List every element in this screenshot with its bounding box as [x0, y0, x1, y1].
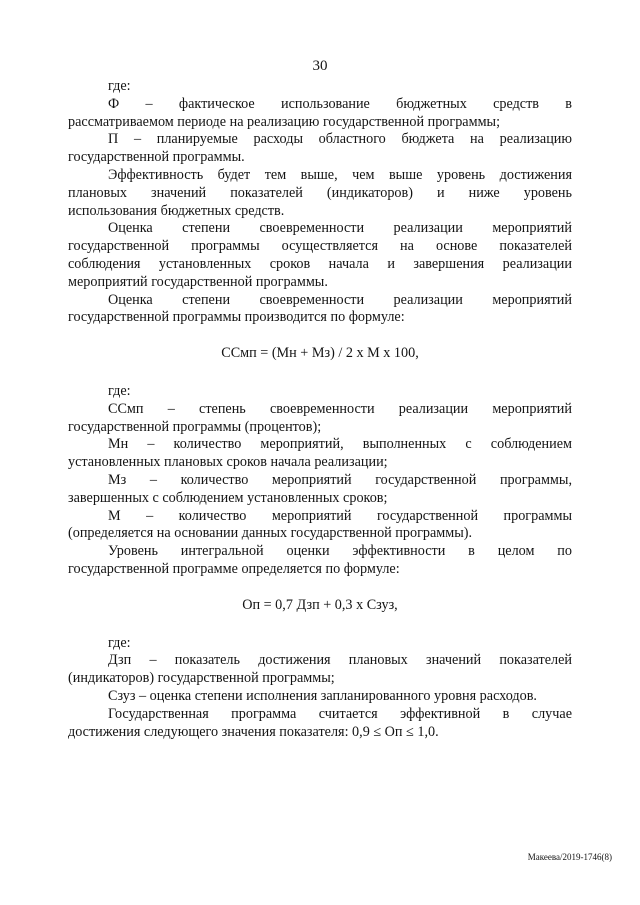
- text-line: достижения следующего значения показателя: 0,9 ≤ Оп ≤ 1,0.: [68, 723, 439, 740]
- text-line: государственной программе определяется по формуле:: [68, 560, 400, 577]
- text-line: соблюдения установленных сроков начала и завершения реализации: [68, 255, 572, 272]
- document-body: [68, 78, 572, 741]
- text-line: (индикаторов) государственной программы;: [68, 670, 335, 687]
- text-line: (определяется на основании данных государственной программы).: [68, 525, 473, 542]
- text-line: ССмп – степень своевременности реализации мероприятий: [108, 400, 572, 417]
- text-line: завершенных с соблюдением установленных сроков;: [68, 489, 388, 506]
- footer-ref: Макеева/2019-1746(8): [527, 852, 612, 862]
- text-line: плановых значений показателей (индикаторов) и ниже уровень: [68, 184, 572, 201]
- text-line: где:: [108, 634, 131, 651]
- text-line: мероприятий государственной программы.: [68, 273, 328, 290]
- text-line: Оценка степени своевременности реализации мероприятий: [108, 291, 572, 308]
- text-line: государственной программы (процентов);: [68, 418, 322, 435]
- text-line: где:: [108, 382, 131, 399]
- text-line: государственной программы производится по формуле:: [68, 309, 405, 326]
- text-line: Сзуз – оценка степени исполнения запланированного уровня расходов.: [108, 687, 537, 704]
- text-line: Ф – фактическое использование бюджетных средств в: [108, 95, 572, 112]
- text-line: П – планируемые расходы областного бюджета на реализацию: [108, 131, 572, 148]
- text-line: М – количество мероприятий государственной программы: [108, 507, 572, 524]
- formula-timeliness: ССмп = (Мн + Мз) / 2 х М х 100,: [221, 345, 419, 362]
- text-line: Оценка степени своевременности реализации мероприятий: [108, 220, 572, 237]
- text-line: Уровень интегральной оценки эффективности в целом по: [108, 543, 572, 560]
- text-line: Мз – количество мероприятий государственной программы,: [108, 471, 572, 488]
- text-line: использования бюджетных средств.: [68, 202, 285, 219]
- text-line: установленных плановых сроков начала реализации;: [68, 454, 388, 471]
- text-line: государственной программы осуществляется на основе показателей: [68, 238, 572, 255]
- text-line: где:: [108, 78, 131, 94]
- text-line: Государственная программа считается эффективной в случае: [108, 705, 572, 722]
- text-line: Эффективность будет тем выше, чем выше уровень достижения: [108, 166, 572, 183]
- text-line: Дзп – показатель достижения плановых значений показателей: [108, 652, 572, 669]
- formula-integral: Оп = 0,7 Дзп + 0,3 х Сзуз,: [242, 596, 398, 613]
- text-line: государственной программы.: [68, 149, 245, 166]
- text-line: рассматриваемом периоде на реализацию государственной программы;: [68, 113, 501, 130]
- text-line: Мн – количество мероприятий, выполненных с соблюдением: [108, 436, 572, 453]
- page-number: 30: [312, 58, 328, 74]
